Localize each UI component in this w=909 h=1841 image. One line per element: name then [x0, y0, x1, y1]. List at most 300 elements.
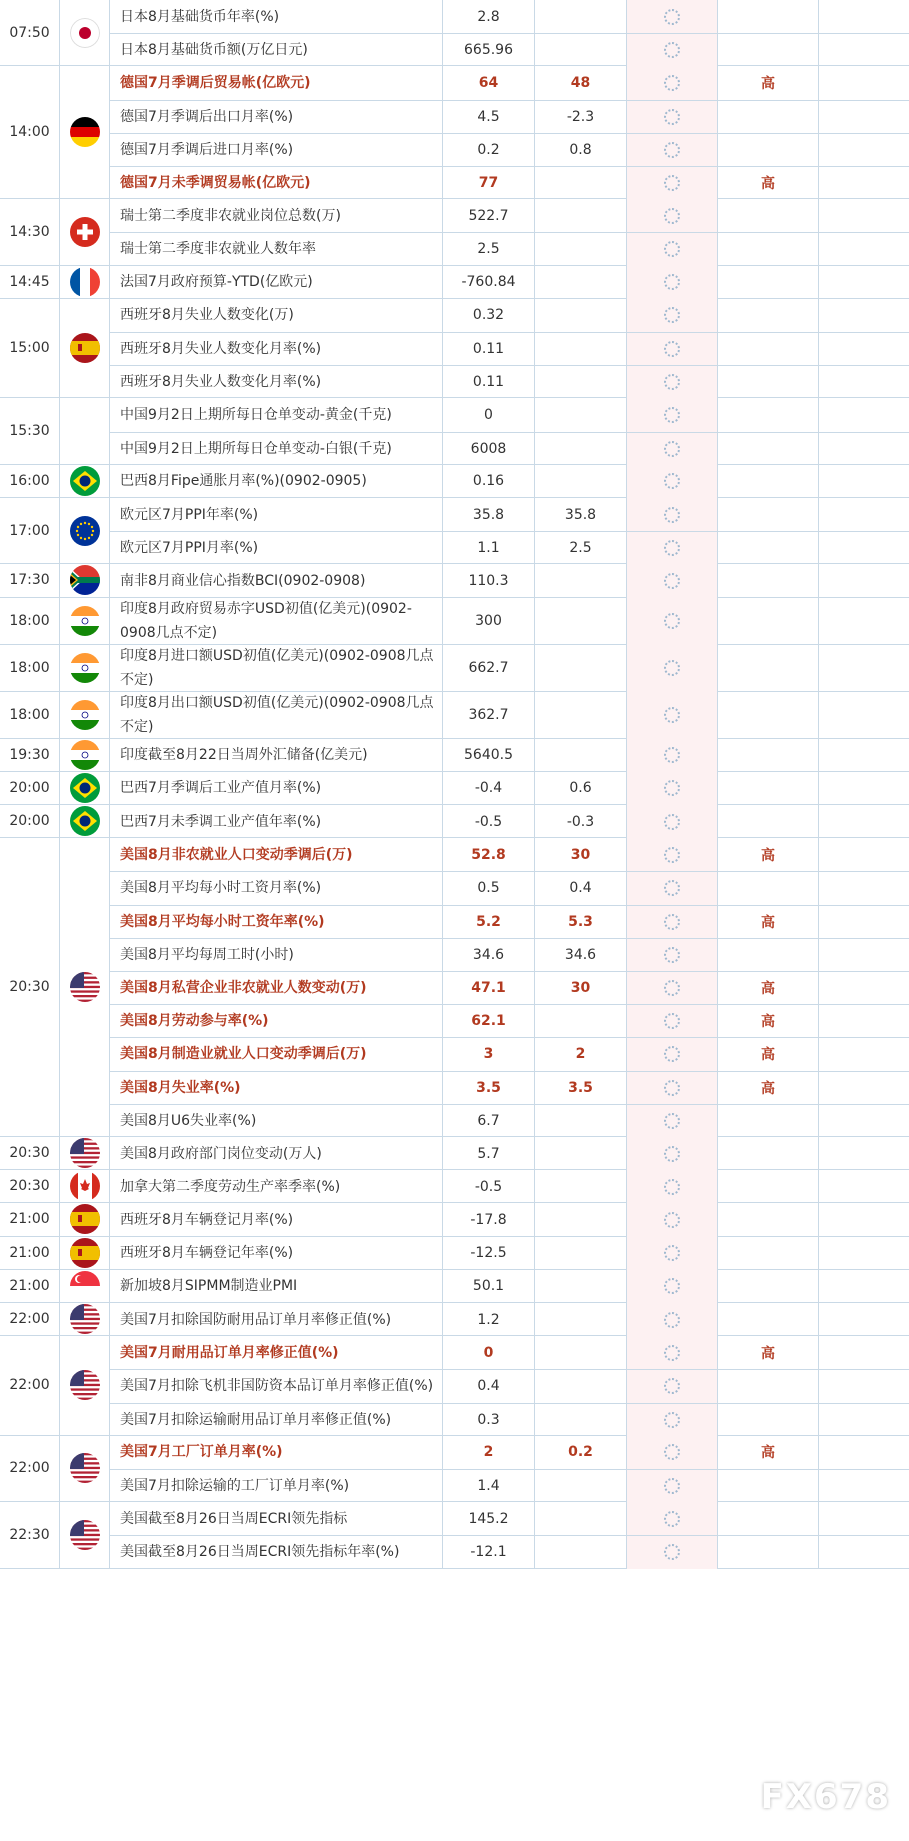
flag-cell	[60, 1336, 110, 1435]
actual-value	[627, 872, 718, 904]
event-name: 西班牙8月失业人数变化(万)	[110, 299, 443, 332]
event-row[interactable]	[110, 166, 909, 199]
event-row[interactable]	[110, 432, 909, 465]
event-row[interactable]	[110, 1436, 909, 1469]
event-row[interactable]	[110, 33, 909, 66]
event-name: 德国7月季调后贸易帐(亿欧元)	[110, 66, 443, 99]
previous-value: -12.5	[443, 1237, 535, 1270]
previous-value: 362.7	[443, 692, 535, 739]
loading-spinner-icon	[664, 1345, 680, 1361]
actual-value	[627, 972, 718, 1004]
previous-value: 522.7	[443, 199, 535, 232]
loading-spinner-icon	[664, 109, 680, 125]
forecast-value	[535, 233, 627, 265]
importance-badge: 高	[718, 1038, 819, 1070]
flag-cell	[60, 1502, 110, 1567]
previous-value: 5640.5	[443, 739, 535, 772]
event-time: 18:00	[0, 598, 60, 644]
previous-value: 3	[443, 1038, 535, 1070]
event-name: 西班牙8月失业人数变化月率(%)	[110, 333, 443, 365]
loading-spinner-icon	[664, 1113, 680, 1129]
importance-badge	[718, 692, 819, 739]
loading-spinner-icon	[664, 1444, 680, 1460]
loading-spinner-icon	[664, 441, 680, 457]
actual-value	[627, 1436, 718, 1469]
event-row[interactable]	[110, 531, 909, 564]
previous-value: 2.8	[443, 0, 535, 33]
spain-flag-icon	[70, 1238, 100, 1268]
event-group	[0, 1237, 909, 1270]
event-row[interactable]	[110, 1403, 909, 1436]
forecast-value: 0.4	[535, 872, 627, 904]
detail-cell	[819, 1137, 909, 1170]
importance-badge: 高	[718, 972, 819, 1004]
previous-value: 34.6	[443, 939, 535, 971]
event-name: 日本8月基础货币年率(%)	[110, 0, 443, 33]
event-group	[0, 1270, 909, 1303]
event-time: 15:30	[0, 398, 60, 463]
event-row[interactable]	[110, 692, 909, 739]
importance-badge: 高	[718, 1436, 819, 1469]
importance-badge	[718, 532, 819, 564]
importance-badge: 高	[718, 906, 819, 938]
detail-cell	[819, 939, 909, 971]
loading-spinner-icon	[664, 780, 680, 796]
event-name: 美国7月工厂订单月率(%)	[110, 1436, 443, 1469]
detail-cell	[819, 398, 909, 431]
detail-cell	[819, 532, 909, 564]
detail-cell	[819, 498, 909, 531]
loading-spinner-icon	[664, 507, 680, 523]
event-row[interactable]	[110, 365, 909, 398]
forecast-value	[535, 199, 627, 232]
loading-spinner-icon	[664, 1212, 680, 1228]
forecast-value: 3.5	[535, 1072, 627, 1104]
importance-badge	[718, 34, 819, 66]
event-name: 美国7月扣除运输的工厂订单月率(%)	[110, 1470, 443, 1502]
event-name: 美国7月耐用品订单月率修正值(%)	[110, 1336, 443, 1369]
loading-spinner-icon	[664, 274, 680, 290]
event-name: 美国8月U6失业率(%)	[110, 1105, 443, 1137]
event-row[interactable]	[110, 971, 909, 1004]
loading-spinner-icon	[664, 1378, 680, 1394]
event-row[interactable]	[110, 1170, 909, 1203]
previous-value: 145.2	[443, 1502, 535, 1535]
event-name: 印度8月政府贸易赤字USD初值(亿美元)(0902-0908几点不定)	[110, 598, 443, 645]
importance-badge: 高	[718, 1072, 819, 1104]
loading-spinner-icon	[664, 880, 680, 896]
forecast-value	[535, 1005, 627, 1037]
importance-badge	[718, 433, 819, 465]
importance-badge	[718, 1404, 819, 1436]
importance-badge	[718, 266, 819, 299]
actual-value	[627, 1005, 718, 1037]
previous-value: 0.2	[443, 134, 535, 166]
forecast-value: 30	[535, 972, 627, 1004]
detail-cell	[819, 598, 909, 645]
flag-cell	[60, 266, 110, 298]
loading-spinner-icon	[664, 1312, 680, 1328]
importance-badge	[718, 1137, 819, 1170]
flag-cell	[60, 299, 110, 398]
importance-badge: 高	[718, 167, 819, 199]
event-time: 15:00	[0, 299, 60, 398]
actual-value	[627, 1170, 718, 1203]
flag-cell	[60, 1270, 110, 1302]
event-name: 西班牙8月失业人数变化月率(%)	[110, 366, 443, 398]
actual-value	[627, 167, 718, 199]
detail-cell	[819, 1170, 909, 1203]
india-flag-icon	[70, 606, 100, 636]
actual-value	[627, 66, 718, 99]
flag-cell	[60, 1436, 110, 1501]
canada-flag-icon	[70, 1171, 100, 1201]
actual-value	[627, 0, 718, 33]
usa-flag-icon	[70, 1304, 100, 1334]
event-time: 22:00	[0, 1336, 60, 1435]
importance-badge	[718, 398, 819, 431]
loading-spinner-icon	[664, 573, 680, 589]
forecast-value: 35.8	[535, 498, 627, 531]
actual-value	[627, 1336, 718, 1369]
previous-value: 4.5	[443, 101, 535, 133]
detail-cell	[819, 972, 909, 1004]
flag-cell	[60, 0, 110, 65]
event-row[interactable]	[110, 1037, 909, 1070]
event-row[interactable]	[110, 0, 909, 33]
forecast-value	[535, 739, 627, 772]
event-group	[0, 0, 909, 66]
actual-value	[627, 34, 718, 66]
event-group	[0, 1436, 909, 1502]
event-row[interactable]	[110, 1004, 909, 1037]
loading-spinner-icon	[664, 407, 680, 423]
detail-cell	[819, 805, 909, 838]
flag-cell	[60, 692, 110, 738]
forecast-value	[535, 692, 627, 739]
usa-flag-icon	[70, 1453, 100, 1483]
forecast-value: 48	[535, 66, 627, 99]
event-row[interactable]	[110, 1104, 909, 1137]
event-group	[0, 1137, 909, 1170]
event-group	[0, 772, 909, 805]
importance-badge	[718, 939, 819, 971]
event-row[interactable]	[110, 299, 909, 332]
loading-spinner-icon	[664, 707, 680, 723]
forecast-value	[535, 333, 627, 365]
event-name: 新加坡8月SIPMM制造业PMI	[110, 1270, 443, 1303]
previous-value: 0.3	[443, 1404, 535, 1436]
detail-cell	[819, 645, 909, 692]
event-name: 中国9月2日上期所每日仓单变动-白银(千克)	[110, 433, 443, 465]
importance-badge	[718, 233, 819, 265]
previous-value: 2.5	[443, 233, 535, 265]
event-group	[0, 564, 909, 597]
importance-badge	[718, 498, 819, 531]
event-row[interactable]	[110, 1071, 909, 1104]
event-group	[0, 645, 909, 692]
actual-value	[627, 1203, 718, 1236]
event-row[interactable]	[110, 838, 909, 871]
event-row[interactable]	[110, 772, 909, 805]
event-row[interactable]	[110, 498, 909, 531]
event-name: 南非8月商业信心指数BCI(0902-0908)	[110, 564, 443, 597]
flag-cell	[60, 1170, 110, 1202]
loading-spinner-icon	[664, 747, 680, 763]
flag-cell	[60, 739, 110, 771]
event-name: 美国7月扣除国防耐用品订单月率修正值(%)	[110, 1303, 443, 1336]
actual-value	[627, 1072, 718, 1104]
loading-spinner-icon	[664, 473, 680, 489]
event-group	[0, 465, 909, 498]
event-time: 14:45	[0, 266, 60, 298]
detail-cell	[819, 0, 909, 33]
previous-value: 0	[443, 398, 535, 431]
importance-badge	[718, 1237, 819, 1270]
previous-value: 0.11	[443, 366, 535, 398]
loading-spinner-icon	[664, 660, 680, 676]
event-group	[0, 1502, 909, 1568]
event-row[interactable]	[110, 805, 909, 838]
event-row[interactable]	[110, 66, 909, 99]
event-row[interactable]	[110, 1237, 909, 1270]
flag-cell	[60, 1303, 110, 1335]
event-time: 16:00	[0, 465, 60, 497]
event-row[interactable]	[110, 398, 909, 431]
importance-badge: 高	[718, 838, 819, 871]
detail-cell	[819, 838, 909, 871]
event-row[interactable]	[110, 133, 909, 166]
actual-value	[627, 532, 718, 564]
detail-cell	[819, 233, 909, 265]
forecast-value: 2	[535, 1038, 627, 1070]
forecast-value	[535, 1536, 627, 1568]
importance-badge	[718, 1270, 819, 1303]
loading-spinner-icon	[664, 307, 680, 323]
event-name: 美国8月平均每小时工资年率(%)	[110, 906, 443, 938]
actual-value	[627, 939, 718, 971]
loading-spinner-icon	[664, 175, 680, 191]
loading-spinner-icon	[664, 1179, 680, 1195]
previous-value: 64	[443, 66, 535, 99]
previous-value: -0.5	[443, 1170, 535, 1203]
importance-badge	[718, 333, 819, 365]
event-row[interactable]	[110, 1336, 909, 1369]
flag-cell	[60, 1137, 110, 1169]
actual-value	[627, 906, 718, 938]
loading-spinner-icon	[664, 75, 680, 91]
event-name: 美国8月非农就业人口变动季调后(万)	[110, 838, 443, 871]
actual-value	[627, 333, 718, 365]
event-row[interactable]	[110, 465, 909, 498]
importance-badge	[718, 1502, 819, 1535]
forecast-value: 2.5	[535, 532, 627, 564]
event-time: 20:00	[0, 805, 60, 837]
event-row[interactable]	[110, 905, 909, 938]
event-name: 中国9月2日上期所每日仓单变动-黄金(千克)	[110, 398, 443, 431]
event-name: 美国8月平均每小时工资月率(%)	[110, 872, 443, 904]
event-name: 美国8月制造业就业人口变动季调后(万)	[110, 1038, 443, 1070]
event-name: 美国7月扣除运输耐用品订单月率修正值(%)	[110, 1404, 443, 1436]
previous-value: 47.1	[443, 972, 535, 1004]
event-row[interactable]	[110, 1270, 909, 1303]
event-time: 21:00	[0, 1270, 60, 1302]
importance-badge: 高	[718, 66, 819, 99]
event-name: 德国7月未季调贸易帐(亿欧元)	[110, 167, 443, 199]
event-name: 美国截至8月26日当周ECRI领先指标年率(%)	[110, 1536, 443, 1568]
event-time: 20:30	[0, 1137, 60, 1169]
detail-cell	[819, 739, 909, 772]
previous-value: 0.16	[443, 465, 535, 498]
forecast-value: 0.6	[535, 772, 627, 805]
previous-value: 2	[443, 1436, 535, 1469]
forecast-value	[535, 1237, 627, 1270]
event-group	[0, 1303, 909, 1336]
event-group	[0, 398, 909, 464]
eu-flag-icon	[70, 516, 100, 546]
actual-value	[627, 433, 718, 465]
event-row[interactable]	[110, 598, 909, 645]
importance-badge	[718, 872, 819, 904]
actual-value	[627, 498, 718, 531]
event-row[interactable]	[110, 199, 909, 232]
event-time: 20:00	[0, 772, 60, 804]
loading-spinner-icon	[664, 1146, 680, 1162]
detail-cell	[819, 1370, 909, 1402]
loading-spinner-icon	[664, 914, 680, 930]
japan-flag-icon	[70, 18, 100, 48]
event-name: 巴西7月季调后工业产值月率(%)	[110, 772, 443, 805]
event-row[interactable]	[110, 1137, 909, 1170]
detail-cell	[819, 1005, 909, 1037]
spain-flag-icon	[70, 1204, 100, 1234]
detail-cell	[819, 34, 909, 66]
loading-spinner-icon	[664, 1046, 680, 1062]
loading-spinner-icon	[664, 814, 680, 830]
loading-spinner-icon	[664, 374, 680, 390]
usa-flag-icon	[70, 1370, 100, 1400]
previous-value: 77	[443, 167, 535, 199]
event-name: 美国8月政府部门岗位变动(万人)	[110, 1137, 443, 1170]
event-row[interactable]	[110, 871, 909, 904]
detail-cell	[819, 1203, 909, 1236]
event-row[interactable]	[110, 1303, 909, 1336]
flag-cell	[60, 66, 110, 198]
importance-badge	[718, 1370, 819, 1402]
detail-cell	[819, 1303, 909, 1336]
brazil-flag-icon	[70, 773, 100, 803]
forecast-value	[535, 299, 627, 332]
event-row[interactable]	[110, 1502, 909, 1535]
previous-value: -0.4	[443, 772, 535, 805]
actual-value	[627, 266, 718, 299]
event-row[interactable]	[110, 100, 909, 133]
event-group	[0, 199, 909, 265]
event-row[interactable]	[110, 1535, 909, 1568]
event-name: 西班牙8月车辆登记年率(%)	[110, 1237, 443, 1270]
detail-cell	[819, 1502, 909, 1535]
forecast-value: 34.6	[535, 939, 627, 971]
forecast-value	[535, 167, 627, 199]
actual-value	[627, 1470, 718, 1502]
previous-value: 665.96	[443, 34, 535, 66]
actual-value	[627, 1237, 718, 1270]
actual-value	[627, 645, 718, 692]
event-row[interactable]	[110, 938, 909, 971]
previous-value: 0.11	[443, 333, 535, 365]
previous-value: 6008	[443, 433, 535, 465]
detail-cell	[819, 299, 909, 332]
loading-spinner-icon	[664, 1278, 680, 1294]
event-row[interactable]	[110, 564, 909, 597]
importance-badge	[718, 199, 819, 232]
event-row[interactable]	[110, 232, 909, 265]
event-group	[0, 299, 909, 399]
actual-value	[627, 1270, 718, 1303]
forecast-value	[535, 34, 627, 66]
actual-value	[627, 199, 718, 232]
event-row[interactable]	[110, 1469, 909, 1502]
flag-cell	[60, 465, 110, 497]
importance-badge	[718, 101, 819, 133]
event-name: 法国7月政府预算-YTD(亿欧元)	[110, 266, 443, 299]
forecast-value	[535, 366, 627, 398]
previous-value: 1.1	[443, 532, 535, 564]
event-row[interactable]	[110, 332, 909, 365]
detail-cell	[819, 772, 909, 805]
detail-cell	[819, 1436, 909, 1469]
importance-badge	[718, 1303, 819, 1336]
actual-value	[627, 1370, 718, 1402]
detail-cell	[819, 1270, 909, 1303]
loading-spinner-icon	[664, 613, 680, 629]
forecast-value	[535, 1404, 627, 1436]
previous-value: -0.5	[443, 805, 535, 838]
previous-value: -17.8	[443, 1203, 535, 1236]
forecast-value	[535, 564, 627, 597]
previous-value: 0.5	[443, 872, 535, 904]
event-row[interactable]	[110, 739, 909, 772]
event-time: 21:00	[0, 1203, 60, 1235]
event-group	[0, 1203, 909, 1236]
importance-badge	[718, 465, 819, 498]
event-row[interactable]	[110, 1369, 909, 1402]
actual-value	[627, 692, 718, 739]
event-name: 瑞士第二季度非农就业人数年率	[110, 233, 443, 265]
detail-cell	[819, 134, 909, 166]
flag-cell	[60, 645, 110, 691]
event-name: 日本8月基础货币额(万亿日元)	[110, 34, 443, 66]
actual-value	[627, 398, 718, 431]
event-time: 22:00	[0, 1436, 60, 1501]
loading-spinner-icon	[664, 947, 680, 963]
forecast-value	[535, 433, 627, 465]
previous-value: 3.5	[443, 1072, 535, 1104]
event-row[interactable]	[110, 1203, 909, 1236]
forecast-value	[535, 1170, 627, 1203]
india-flag-icon	[70, 740, 100, 770]
event-time: 21:00	[0, 1237, 60, 1269]
actual-value	[627, 233, 718, 265]
event-time: 07:50	[0, 0, 60, 65]
actual-value	[627, 101, 718, 133]
importance-badge	[718, 598, 819, 645]
event-row[interactable]	[110, 266, 909, 299]
forecast-value	[535, 465, 627, 498]
previous-value: 110.3	[443, 564, 535, 597]
forecast-value	[535, 598, 627, 645]
event-row[interactable]	[110, 645, 909, 692]
